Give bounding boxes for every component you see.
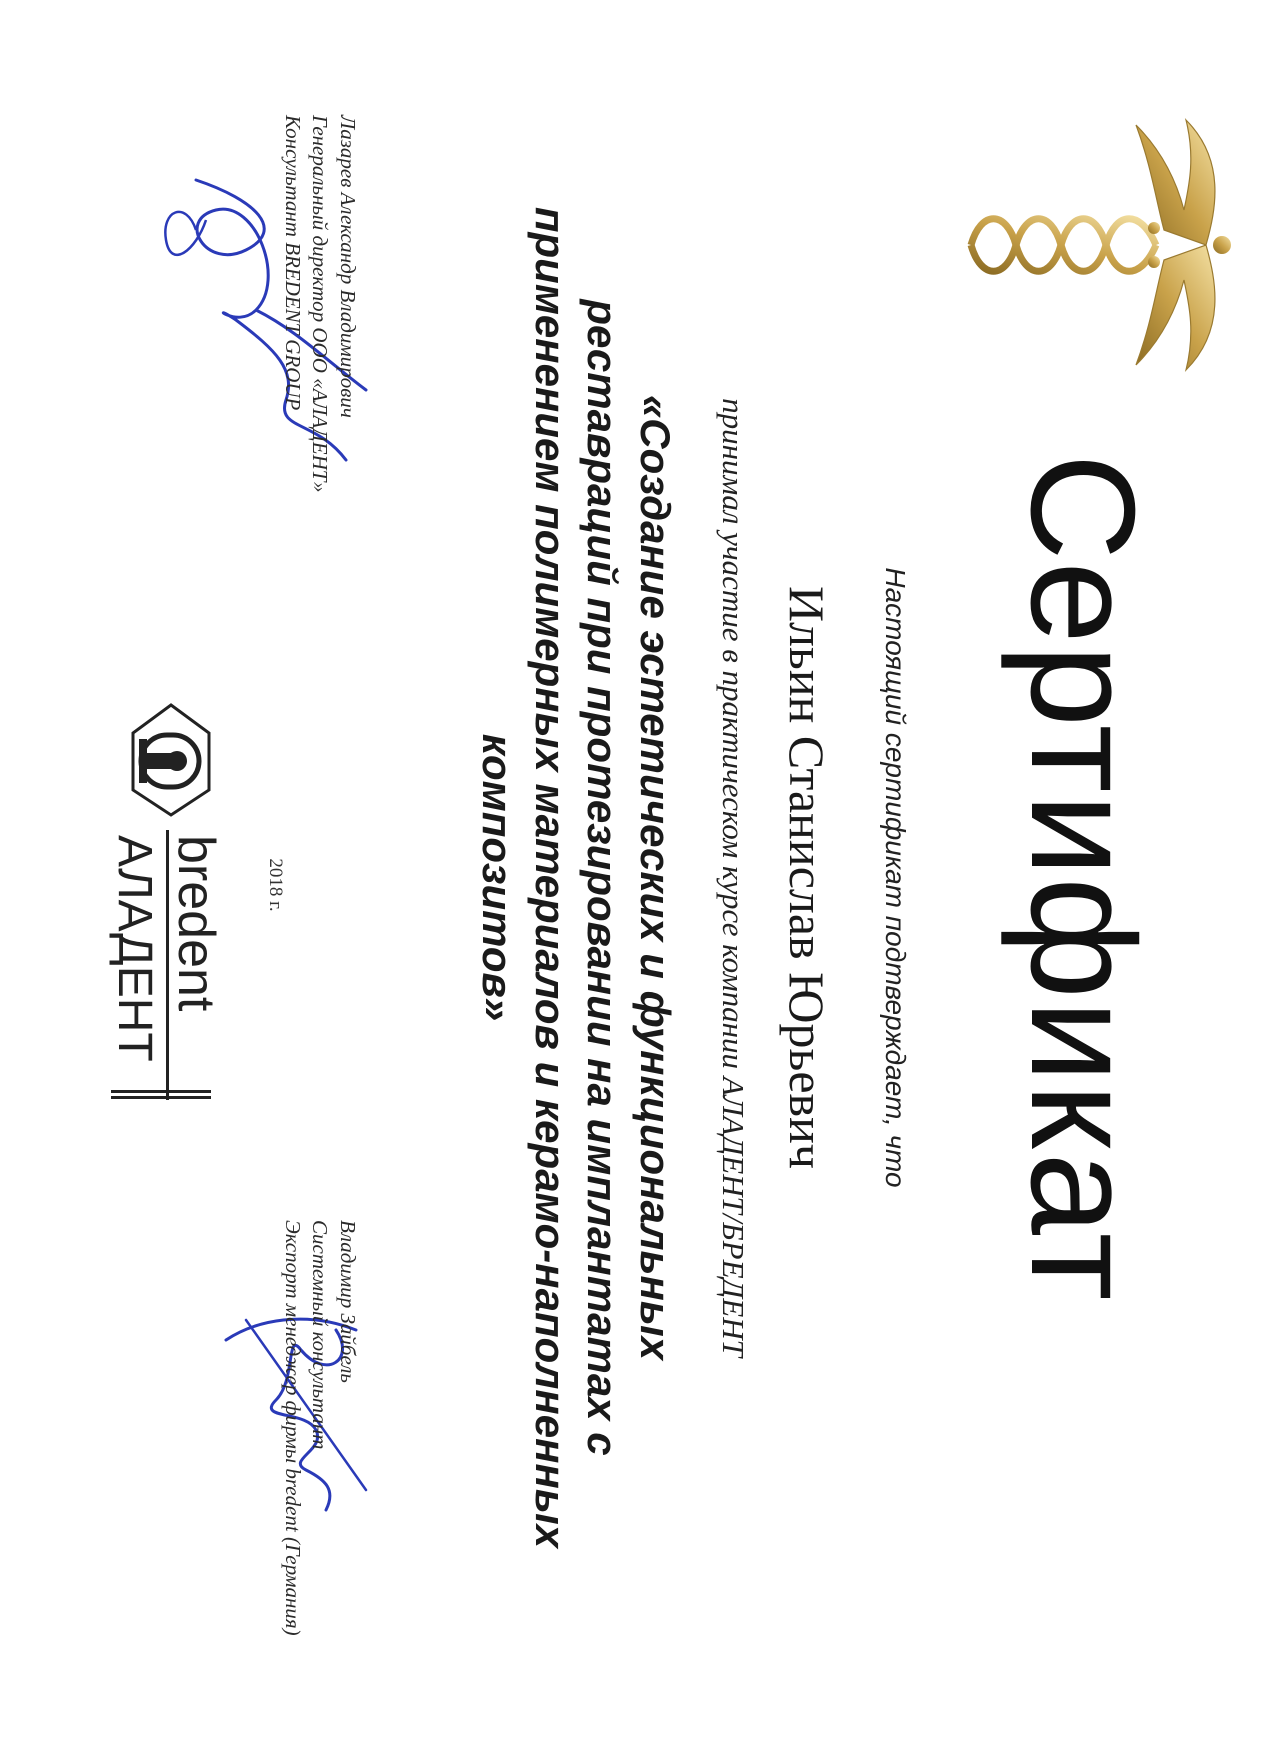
signatory-right: [278, 1220, 361, 1690]
certificate-intro-text: Настоящий сертификат подтверждает, что: [880, 567, 911, 1188]
certificate-year: 2018 г.: [265, 858, 286, 912]
signatory-right-title: Системный консультант: [308, 1220, 333, 1450]
signatory-left: [278, 115, 361, 675]
course-title-line: применением полимерных материалов и керамо-наполненных: [527, 206, 574, 1549]
handwritten-signature-left: [146, 160, 406, 490]
course-title: [471, 130, 681, 1625]
course-title-line: «Создание эстетических и функциональных: [632, 394, 679, 1361]
signatory-left-title-2: Консультант BREDENT GROUP: [280, 115, 305, 411]
bredent-logo-mark-icon: [81, 695, 231, 1105]
logo-brand-bredent: bredent: [167, 835, 225, 1012]
signatory-left-title: Генеральный директор ООО «АЛАДЕНТ»: [308, 115, 333, 493]
course-title-line: реставраций при протезировании на имплантатах с: [579, 299, 627, 1456]
participation-text: принимал участие в практическом курсе компании АЛАДЕНТ/БРЕДЕНТ: [716, 398, 751, 1357]
logo-brand-aladent: АЛАДЕНТ: [108, 835, 161, 1062]
recipient-name: Ильин Станислав Юрьевич: [779, 585, 835, 1170]
signatory-right-name: Владимир Зайбель: [336, 1220, 360, 1383]
certificate-title: Сертификат: [1000, 453, 1165, 1302]
signatory-left-name: Лазарев Александр Владимирович: [336, 115, 360, 418]
bredent-aladent-logo: [81, 695, 231, 1105]
course-title-line: композитов»: [474, 733, 522, 1022]
signatory-right-title-2: Экспорт менеджер фирмы bredent (Германия): [280, 1220, 305, 1636]
